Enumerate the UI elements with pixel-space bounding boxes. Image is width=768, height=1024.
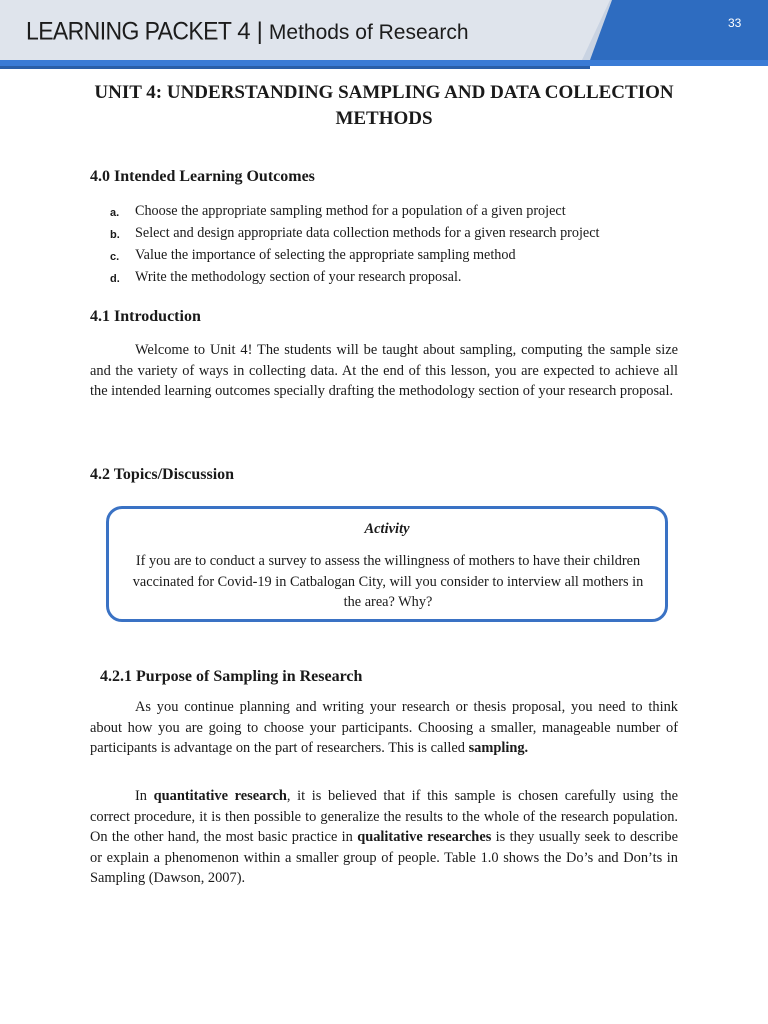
outcomes-heading: 4.0 Intended Learning Outcomes [90,168,315,185]
packet-number: 4 [237,18,251,45]
list-letter: d. [110,273,120,285]
list-item [110,267,710,289]
activity-text: If you are to conduct a survey to assess the willingness of mothers to have their children vaccinated for Covid-19 in Catbalogan City, will you consider to interview all mothers in the area? Why? [132,553,644,610]
bold-term-sampling: sampling. [468,740,529,756]
bold-term-qualitative: qualitative researches [357,829,492,845]
list-letter: a. [110,207,120,219]
sampling-paragraph-2 [90,786,678,889]
header-stripe-dark [0,66,590,69]
paragraph-text: is they usually seek to describe or explain a phenomenon within a smaller group of people. Table 1.0 shows the Do’s and Don’ts in Sampling (Dawson, 2007). [90,829,678,886]
introduction-heading: 4.1 Introduction [90,308,201,325]
bold-term-quantitative: quantitative research [153,788,287,804]
list-text: Choose the appropriate sampling method for a population of a given project [135,203,566,219]
list-text: Select and design appropriate data collection methods for a given research project [135,225,600,241]
list-text: Write the methodology section of your research proposal. [135,269,462,285]
sampling-purpose-heading: 4.2.1 Purpose of Sampling in Research [100,668,363,685]
paragraph-text: As you continue planning and writing your research or thesis proposal, you need to think about how you are going to choose your participants. Choosing a smaller, manageable number of participants is advantage on the part of researchers. This is called [90,699,678,756]
paragraph-text: , it is believed that if this sample is chosen carefully using the correct procedure, it is then possible to generalize the results to the whole of the research population. On the other hand, the most basic practice in [90,788,678,845]
list-item [110,245,710,267]
paragraph-text: In [135,788,154,804]
sampling-paragraph-1 [90,697,678,759]
list-item [110,201,710,223]
introduction-paragraph: Welcome to Unit 4! The students will be taught about sampling, computing the sample size and the variety of ways in collecting data. At the end of this lesson, you are expected to achieve all the intended learning outcomes specially drafting the methodology section of your research proposal. [90,342,678,399]
activity-box [106,506,668,622]
packet-label: LEARNING PACKET [26,16,232,45]
list-item [110,223,710,245]
outcomes-list [110,201,710,289]
course-subject: Methods of Research [268,21,469,44]
list-letter: b. [110,229,120,241]
list-letter: c. [110,251,120,263]
unit-title: UNIT 4: UNDERSTANDING SAMPLING AND DATA COLLECTION METHODS [94,82,674,129]
topics-heading: 4.2 Topics/Discussion [90,466,235,483]
activity-heading: Activity [364,521,410,537]
list-text: Value the importance of selecting the appropriate sampling method [135,247,516,263]
header-title [26,18,469,46]
header-separator: | [256,18,263,45]
header-tab [590,0,768,60]
page-number: 33 [728,16,742,30]
